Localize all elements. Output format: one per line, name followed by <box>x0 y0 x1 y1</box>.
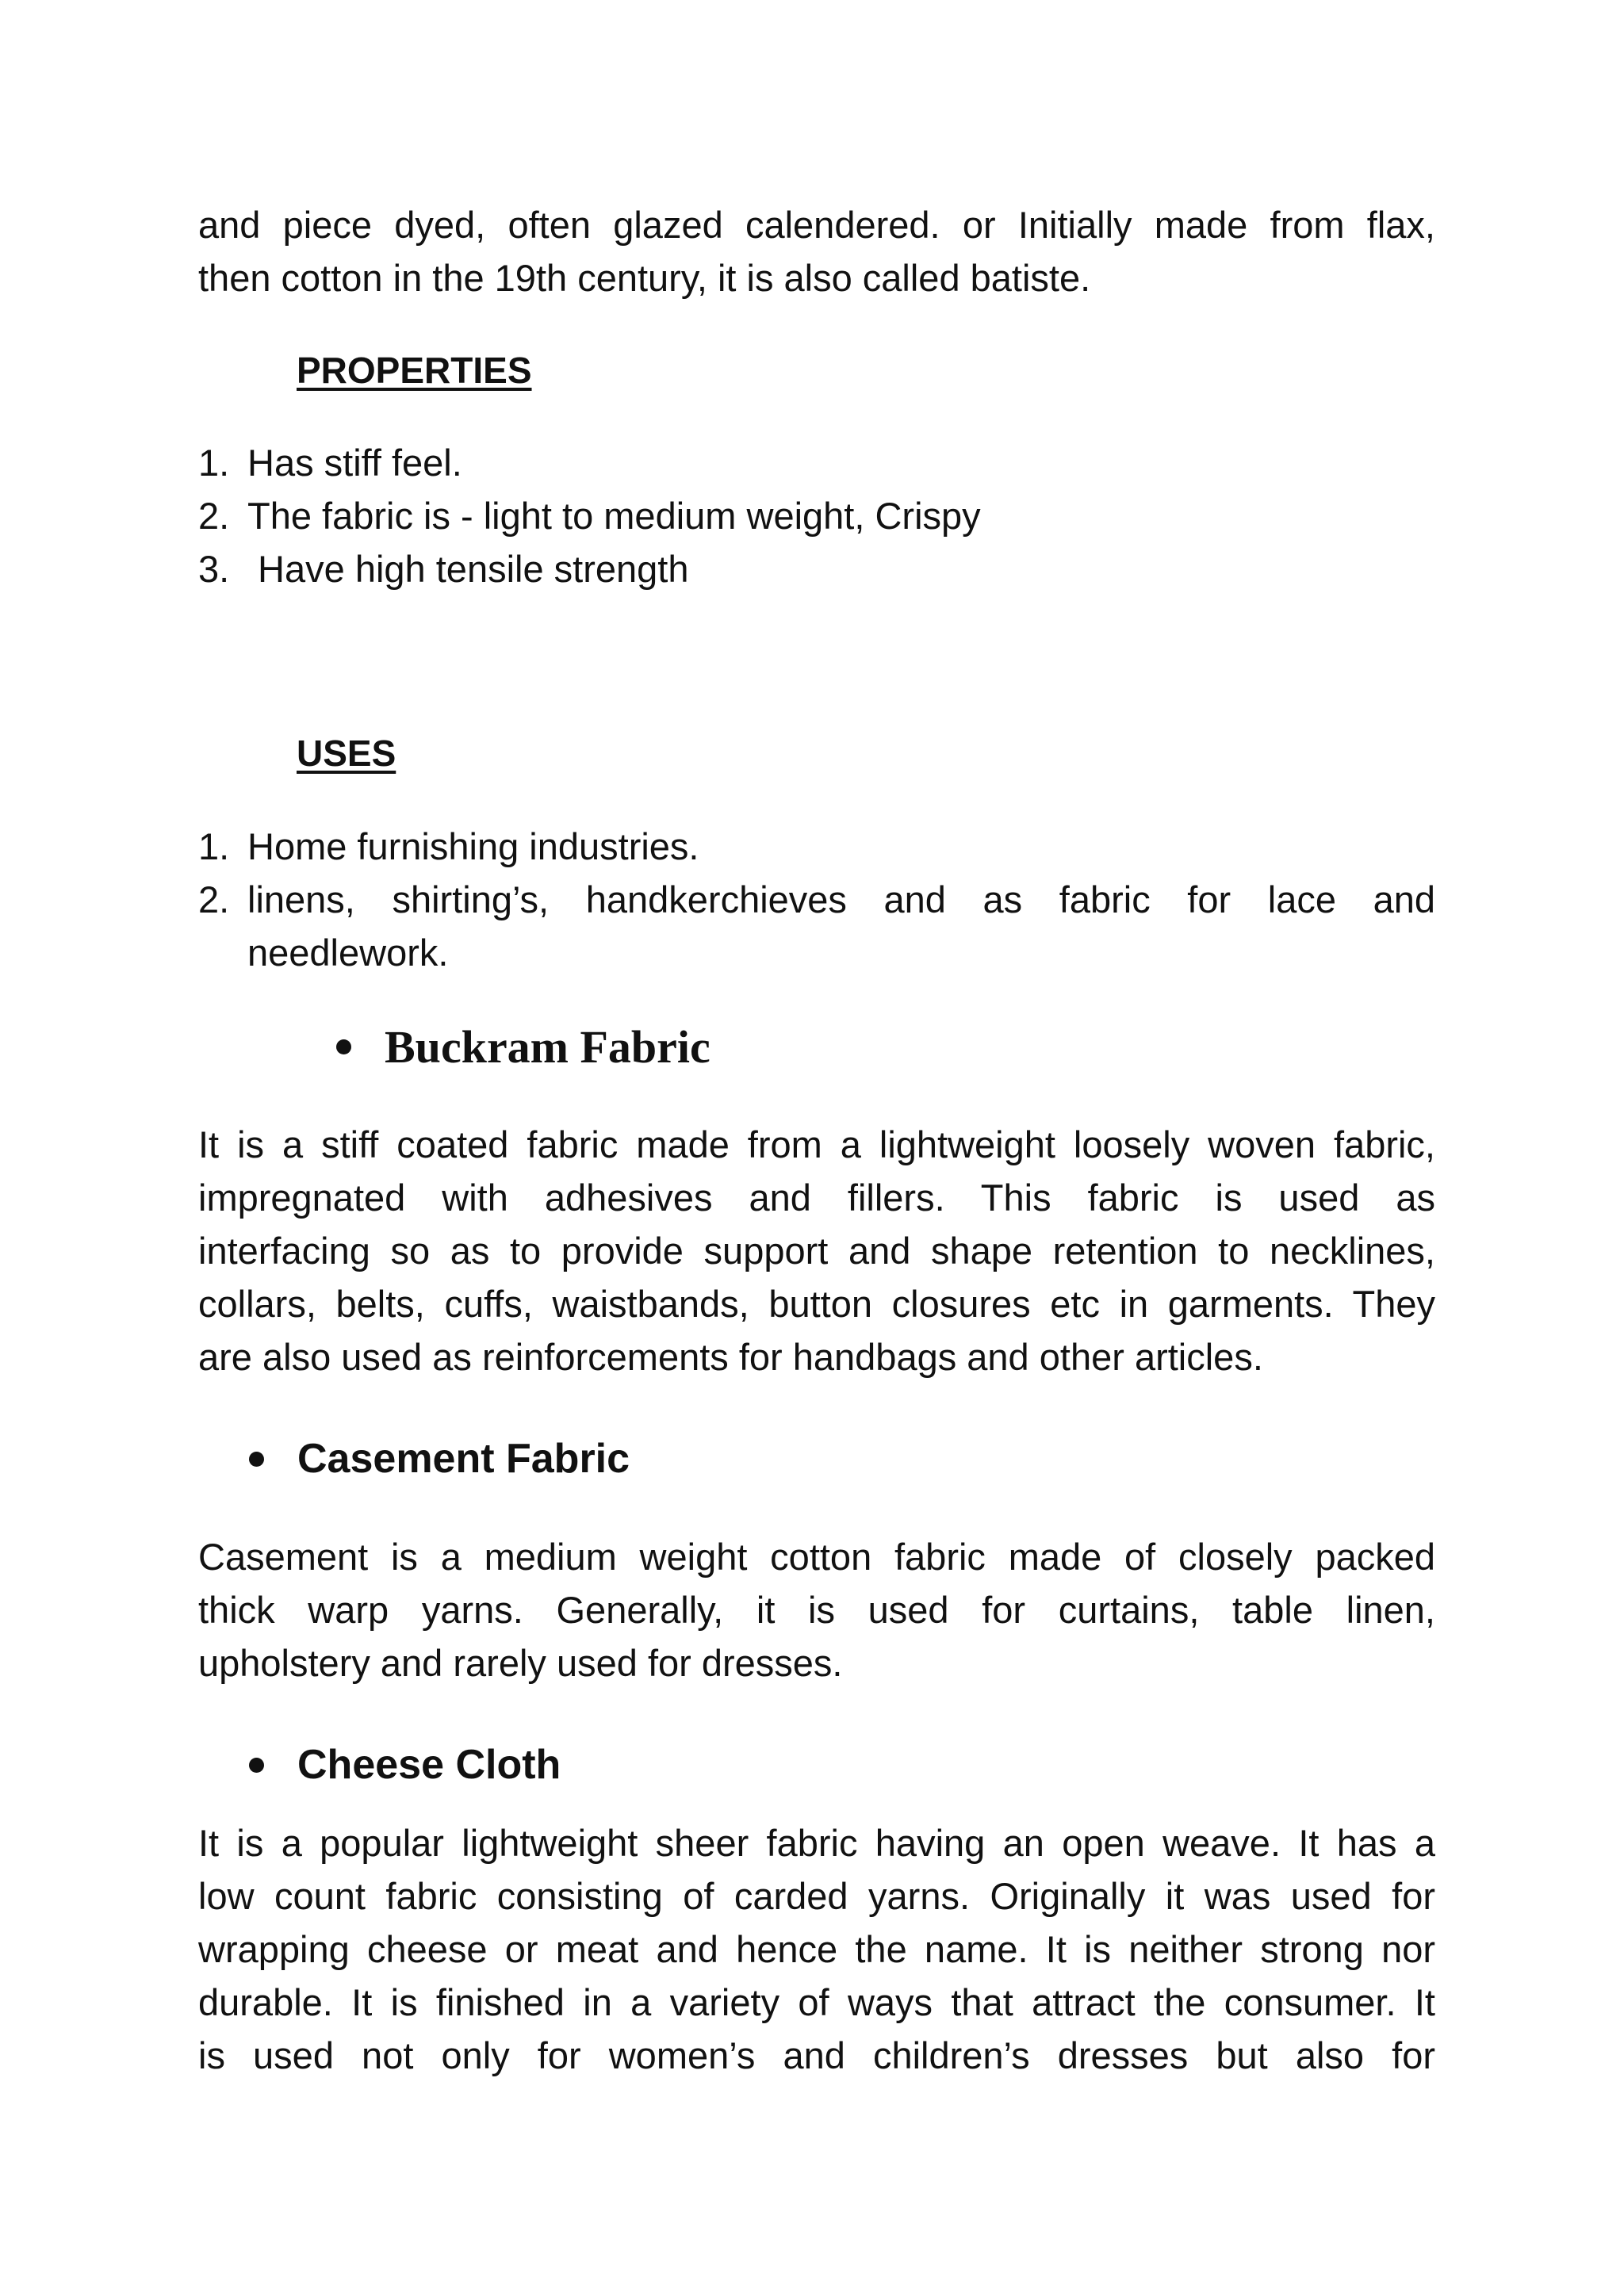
cheese-line-1: It is a popular lightweight sheer fabric having an open weave. It has a <box>198 1822 1435 1864</box>
casement-paragraph <box>198 1530 1435 1689</box>
uses-list <box>198 820 1435 979</box>
properties-list <box>198 436 1435 595</box>
list-item-text: The fabric is - light to medium weight, Crispy <box>247 495 981 537</box>
buckram-line-1: It is a stiff coated fabric made from a lightweight loosely woven fabric, <box>198 1123 1435 1165</box>
bullet-icon <box>249 1452 264 1467</box>
cheese-line-4: durable. It is finished in a variety of ways that attract the consumer. It <box>198 1981 1435 2023</box>
list-number: 2. <box>198 878 230 920</box>
list-item <box>198 436 1435 489</box>
buckram-line-3: interfacing so as to provide support and shape retention to necklines, <box>198 1230 1435 1272</box>
casement-line-3: upholstery and rarely used for dresses. <box>198 1642 843 1684</box>
list-item-text-line-2: needlework. <box>247 932 449 974</box>
buckram-heading <box>336 1015 710 1078</box>
casement-heading <box>249 1427 630 1490</box>
intro-line-1: and piece dyed, often glazed calendered. or Initially made from flax, <box>198 204 1435 246</box>
intro-paragraph <box>198 198 1435 304</box>
list-number: 3. <box>198 548 230 590</box>
list-number: 2. <box>198 495 230 537</box>
list-item <box>198 820 1435 873</box>
cheese-line-2: low count fabric consisting of carded yarns. Originally it was used for <box>198 1875 1435 1917</box>
bullet-icon <box>336 1039 351 1054</box>
list-item-text: Home furnishing industries. <box>247 825 699 867</box>
uses-heading: USES <box>297 733 396 774</box>
buckram-line-5: are also used as reinforcements for handbags and other articles. <box>198 1336 1263 1378</box>
casement-line-2: thick warp yarns. Generally, it is used for curtains, table linen, <box>198 1589 1435 1631</box>
bullet-icon <box>249 1758 264 1773</box>
buckram-line-2: impregnated with adhesives and fillers. This fabric is used as <box>198 1177 1435 1219</box>
list-number: 1. <box>198 442 230 484</box>
buckram-paragraph <box>198 1118 1435 1383</box>
cheese-cloth-heading-text: Cheese Cloth <box>297 1742 561 1788</box>
list-item <box>198 489 1435 542</box>
cheese-line-3: wrapping cheese or meat and hence the name. It is neither strong nor <box>198 1928 1435 1970</box>
list-item-text: Have high tensile strength <box>247 548 689 590</box>
intro-line-2: then cotton in the 19th century, it is also called batiste. <box>198 257 1091 299</box>
list-item-text: Has stiff feel. <box>247 442 462 484</box>
list-item-text-line-1: linens, shirting’s, handkerchieves and as fabric for lace and <box>247 878 1435 920</box>
list-number: 1. <box>198 825 230 867</box>
buckram-line-4: collars, belts, cuffs, waistbands, button closures etc in garments. They <box>198 1283 1435 1325</box>
list-item <box>198 873 1435 979</box>
casement-heading-text: Casement Fabric <box>297 1436 630 1482</box>
cheese-cloth-heading <box>249 1733 561 1797</box>
list-item <box>198 542 1435 595</box>
casement-line-1: Casement is a medium weight cotton fabric made of closely packed <box>198 1536 1435 1578</box>
cheese-cloth-paragraph <box>198 1816 1435 2082</box>
buckram-heading-text: Buckram Fabric <box>385 1020 710 1073</box>
cheese-line-5: is used not only for women’s and children’s dresses but also for <box>198 2034 1435 2076</box>
properties-heading: PROPERTIES <box>297 350 532 391</box>
